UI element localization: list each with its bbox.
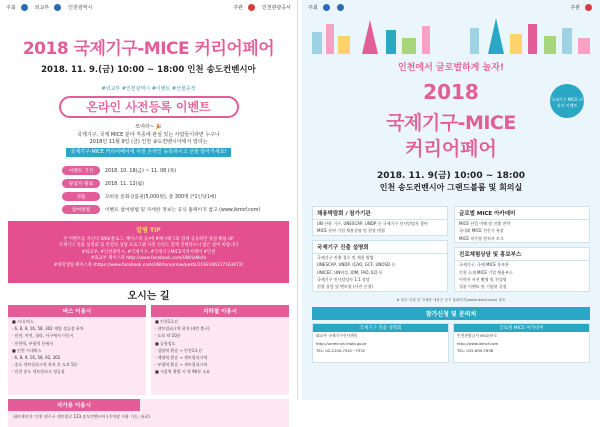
contact-line: 인천관광공사 MICE뷰로 <box>457 332 497 338</box>
tip-link-student[interactable]: #대학생팁 페이스북 (https://www.facebook.com/UNVtomorrow/posts/2192306117163072) <box>53 262 244 268</box>
intro-line: 국제기구, 국제 MICE 분야 직종에 관심 있는 사람들이라면 누구나 <box>77 131 220 138</box>
info-label: 이벤트 기간 <box>62 166 100 175</box>
program-line: 국제기구, 국제 MICE 홍보관 <box>459 262 509 268</box>
contact-head: 국제기구 진출 설명회 <box>313 324 448 332</box>
contact-card <box>312 323 449 363</box>
program-head: 채용박람회 / 참가기관 <box>313 207 447 220</box>
tip-link-facebook[interactable]: #외교부 페이스북 http://www.facebook.com/UNViaMofa <box>90 256 207 262</box>
contact-head: 글로벌 MICE 아카데미 <box>454 324 589 332</box>
program-box <box>454 206 590 243</box>
hero-scene <box>302 14 600 194</box>
directions-head: 지하철 이용시 <box>151 305 289 317</box>
organizer-org-2: 인천광역시 <box>68 4 93 11</box>
info-label: 당첨자 발표 <box>62 179 100 188</box>
info-row <box>62 178 297 189</box>
event-bubble: 국제기구 MICE 커리어 이벤트 <box>550 84 584 118</box>
organizer-bar <box>0 0 297 14</box>
host-label: 주관 <box>233 4 244 11</box>
program-line: 국내외 MICE 전문가 특강 <box>459 228 504 234</box>
incheon-logo-icon <box>54 4 61 11</box>
directions-line: · 도보 약 10분 <box>155 333 181 339</box>
program-line: 인천 소재 MICE 기업 채용부스 <box>459 269 513 275</box>
poster-title-line-1: 국제기구-MICE <box>386 112 516 134</box>
program-column-left <box>312 206 448 296</box>
contact-link[interactable]: http://unrecruit.mofa.go.kr <box>316 340 367 346</box>
program-line: UNESCAP, UNDP, ICAO, GCF, UNOSD 등 <box>317 262 396 268</box>
hashtag-line: #외교부 #인천광역시 #이벤트 #선물증정 <box>101 86 196 92</box>
city-skyline-icon <box>302 14 600 54</box>
poster-date: 2018. 11. 9(금) 10:00 ~ 18:00 <box>376 171 526 181</box>
poster-venue: 인천 송도컨벤시아 그랜드볼룸 및 회의실 <box>379 183 523 192</box>
directions-line: · 6, 8, 9, 16, 58, 92, 302 <box>12 354 61 360</box>
ministry-logo-icon <box>323 4 330 11</box>
info-value: 2018. 11. 12(월) <box>105 182 144 187</box>
program-box <box>454 247 590 292</box>
tip-line: 본 이벤트를 자신의 SNS(블로그, 페이스북 등)에 #해시태그와 함께 공유하면 당첨 확률 UP <box>63 237 234 242</box>
contact-heading: 참가신청 및 문의처 <box>312 307 590 320</box>
directions-line: · 인천, 마전, 청라, 서구에서 이동시 <box>12 333 74 339</box>
contact-link[interactable]: http://www.ikmcf.com <box>457 340 499 346</box>
directions-subway <box>151 305 289 395</box>
organizer-label: 주최 <box>308 4 318 11</box>
directions-line: · 센트럴파크역 하차 (4번 출구) <box>155 326 210 332</box>
directions-line: ■ 인천 시내버스 <box>12 347 42 353</box>
info-row <box>62 204 297 215</box>
contact-card <box>453 323 590 363</box>
program-section <box>312 206 590 296</box>
event-info-list <box>62 165 297 215</box>
program-head: 글로벌 MICE 아카데미 <box>455 207 589 220</box>
program-line: 국제기구 진출 경로 및 채용 방법 <box>317 254 374 260</box>
directions-line: · 인천역, 부평역 등에서 <box>12 340 54 346</box>
intro-text <box>0 124 297 157</box>
directions-bus <box>8 305 146 395</box>
program-line: 이력서 사진 촬영 및 컨설팅 <box>459 276 507 282</box>
directions-line: ■ 공항철도 <box>155 340 176 346</box>
tourism-logo-icon <box>585 4 592 11</box>
program-line: UNICEF, UN여성, IOM, FAO, ILO 등 <box>317 269 383 275</box>
contact-line: 외교부 국제기구인사센터 <box>316 332 358 338</box>
program-line: MICE 산업 이해 및 진출 전략 <box>459 221 511 226</box>
info-value: 이벤트 참여방법 및 자세한 정보는 공식 홈페이지 참고 (www.ikmcf.com) <box>105 208 261 213</box>
directions-head: 자가용 이용시 <box>8 399 140 411</box>
program-column-right <box>454 206 590 296</box>
event-banner: 온라인 사전등록 이벤트 <box>59 96 239 118</box>
program-line: MICE 분야 기업 채용설명 및 현장 면접 <box>317 228 385 234</box>
info-row <box>62 165 297 176</box>
directions-line: · 송도 센트럴파크역 하차 후 도보 5분 <box>12 362 78 368</box>
poster-title: 2018 국제기구-MICE 커리어페어 <box>22 39 275 59</box>
directions-line: ■ 서울역 출발 시 약 90분 소요 <box>155 369 211 375</box>
directions-line: · 검암역 환승 → 인천1호선 <box>155 347 203 353</box>
incheon-logo-icon <box>337 4 344 11</box>
info-label: 참여방법 <box>62 205 100 214</box>
directions-line: · 부평역 환승 → 센트럴파크역 <box>155 362 208 368</box>
contact-line: TEL: 02-2100-7541~7532 <box>316 347 366 353</box>
tip-line: 국제기구 진출 설명회 및 컨설팅 상담 프로그램 사전 신청도 함께 진행하오니 많은 참여 바랍니다 <box>58 243 239 249</box>
intro-line: 모여라~ 🎉 <box>135 124 162 130</box>
contact-section <box>312 323 590 363</box>
program-box <box>312 240 448 292</box>
program-line: 국제기구 인사담당자 1:1 상담 <box>317 276 370 282</box>
directions-head: 버스 이용시 <box>8 305 146 317</box>
directions-line: ■ 인천1호선 <box>155 319 179 324</box>
event-poster-right <box>302 0 600 400</box>
directions-columns <box>8 305 289 395</box>
directions-line: 네비게이션: 인천 연수구 센트럴로 123 송도컨벤시아 (주차장 이용 가능, 유료) <box>13 414 150 419</box>
program-head: 국제기구 진출 설명회 <box>313 241 447 254</box>
poster-date-place: 2018. 11. 9.(금) 10:00 ~ 18:00 인천 송도컨벤시아 <box>41 65 256 75</box>
directions-line: · 계양역 환승 → 센트럴파크역 <box>155 354 208 360</box>
tourism-logo-icon <box>248 4 255 11</box>
info-label: 경품 <box>62 192 100 201</box>
intro-line: 2018년 11월 9일 (금) 인천 송도컨벤시아에서 열리는 <box>89 139 208 145</box>
directions-line: · 인천 송도 센트럴파크 정류장 <box>12 369 65 375</box>
homepage-note: ※ 참가 신청 및 자세한 내용은 공식 홈페이지(www.ikmcf.com) 참조 <box>396 297 506 302</box>
info-value: 모바일 문화상품권(5,000원), 총 300명 (*1인당1매) <box>105 195 217 200</box>
directions-title: 오시는 길 <box>127 291 170 302</box>
program-line: 경품 이벤트 및 기념품 증정 <box>459 284 507 290</box>
directions-line: ■ 시내 버스 <box>12 319 34 324</box>
program-line: 현장 상담 및 멘토링 (사전 신청) <box>317 284 373 290</box>
contact-line: TEL: 032-899-7636 <box>457 347 494 353</box>
info-row <box>62 191 297 202</box>
tip-line: #외교부, #인천광역시, #국제기구, #국제기구MICE커리어페어 #인천 <box>81 249 216 255</box>
tip-title: 알림 TIP <box>136 227 161 234</box>
host-label: 주관 <box>570 4 580 11</box>
program-box <box>312 206 448 236</box>
organizer-label: 주최 <box>6 4 16 11</box>
program-line: UN 산하 기구, UNESCAP, UNDP 등 국제기구 인사담당자 참여 <box>317 221 428 226</box>
info-value: 2018. 10. 18(금) ~ 11. 08 (목) <box>105 169 177 174</box>
poster-year: 2018 <box>423 80 479 104</box>
organizer-bar <box>302 0 600 14</box>
program-head: 진로체험상담 및 홍보부스 <box>455 248 589 261</box>
event-poster-left <box>0 0 298 419</box>
intro-highlight: 국제기구-MICE 커리어페어에 사전 온라인 등록하시고 선물 받아가세요! <box>66 148 230 158</box>
ministry-logo-icon <box>21 4 28 11</box>
directions-car <box>8 399 289 427</box>
program-line: MICE 직무별 현직자 토크 <box>459 235 504 241</box>
tagline: 인천에서 글로벌하게 놀자! <box>397 63 504 73</box>
host-org: 인천관광공사 <box>262 4 291 11</box>
directions-line: · 6, 8, 9, 16, 58, 302 계열 정류장 하차 <box>12 326 84 332</box>
poster-title-line-2: 커리어페어 <box>405 138 497 160</box>
organizer-org-1: 외교부 <box>34 4 50 11</box>
tip-box <box>8 221 289 283</box>
